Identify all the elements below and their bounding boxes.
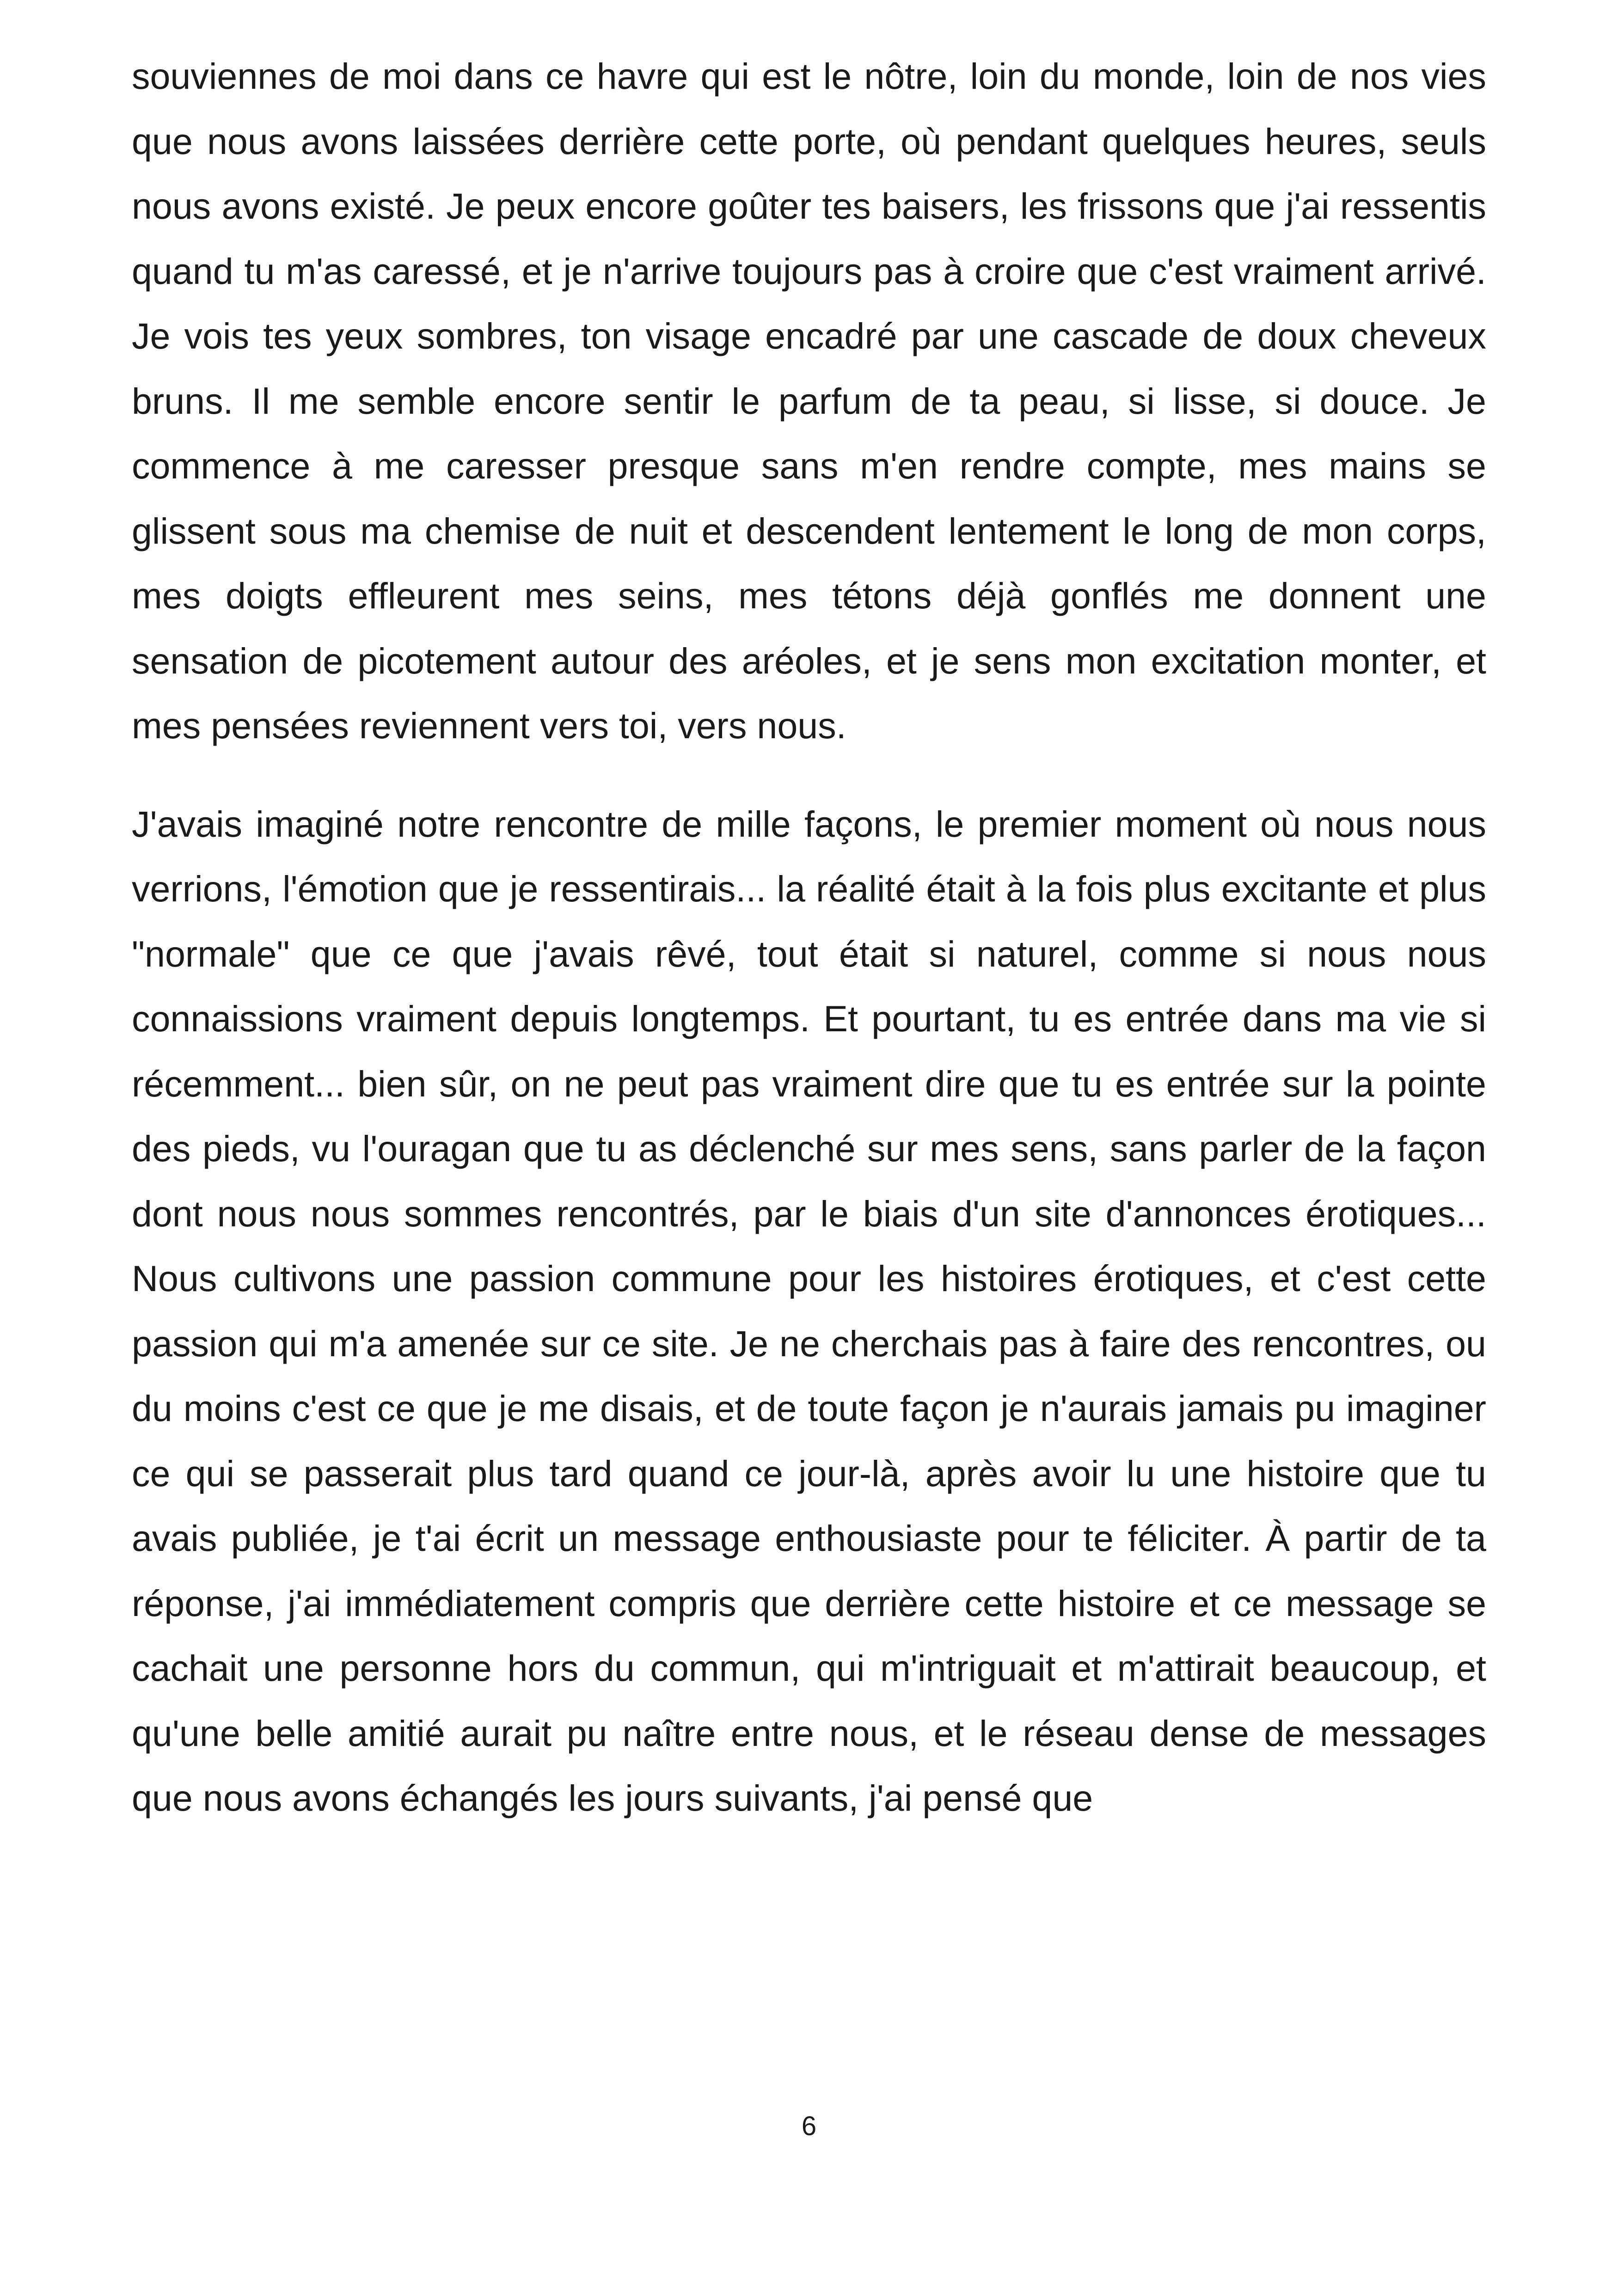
text-body: [132, 44, 1486, 1831]
paragraph-2: J'avais imaginé notre rencontre de mille façons, le premier moment où nous nous verrions, l'émotion que je ressentirais... la réalité était à la fois plus excitante et plus "normale" que ce que j'avais rêvé, tout était si naturel, comme si nous nous connaissions vraiment depuis longtemps. Et pourtant, tu es entrée dans ma vie si récemment... bien sûr, on ne peut pas vraiment dire que tu es entrée sur la pointe des pieds, vu l'ouragan que tu as déclenché sur mes sens, sans parler de la façon dont nous nous sommes rencontrés, par le biais d'un site d'annonces érotiques... Nous cultivons une passion commune pour les histoires érotiques, et c'est cette passion qui m'a amenée sur ce site. Je ne cherchais pas à faire des rencontres, ou du moins c'est ce que je me disais, et de toute façon je n'aurais jamais pu imaginer ce qui se passerait plus tard quand ce jour-là, après avoir lu une histoire que tu avais publiée, je t'ai écrit un message enthousiaste pour te féliciter. À partir de ta réponse, j'ai immédiatement compris que derrière cette histoire et ce message se cachait une personne hors du commun, qui m'intriguait et m'attirait beaucoup, et qu'une belle amitié aurait pu naître entre nous, et le réseau dense de messages que nous avons échangés les jours suivants, j'ai pensé que: [132, 803, 1486, 1818]
paragraph-1: souviennes de moi dans ce havre qui est le nôtre, loin du monde, loin de nos vies que nous avons laissées derrière cette porte, où pendant quelques heures, seuls nous avons existé. Je peux encore goûter tes baisers, les frissons que j'ai ressentis quand tu m'as caressé, et je n'arrive toujours pas à croire que c'est vraiment arrivé. Je vois tes yeux sombres, ton visage encadré par une cascade de doux cheveux bruns. Il me semble encore sentir le parfum de ta peau, si lisse, si douce. Je commence à me caresser presque sans m'en rendre compte, mes mains se glissent sous ma chemise de nuit et descendent lentement le long de mon corps, mes doigts effleurent mes seins, mes tétons déjà gonflés me donnent une sensation de picotement autour des aréoles, et je sens mon excitation monter, et mes pensées reviennent vers toi, vers nous.: [132, 55, 1486, 746]
page-number: 6: [801, 2111, 817, 2141]
